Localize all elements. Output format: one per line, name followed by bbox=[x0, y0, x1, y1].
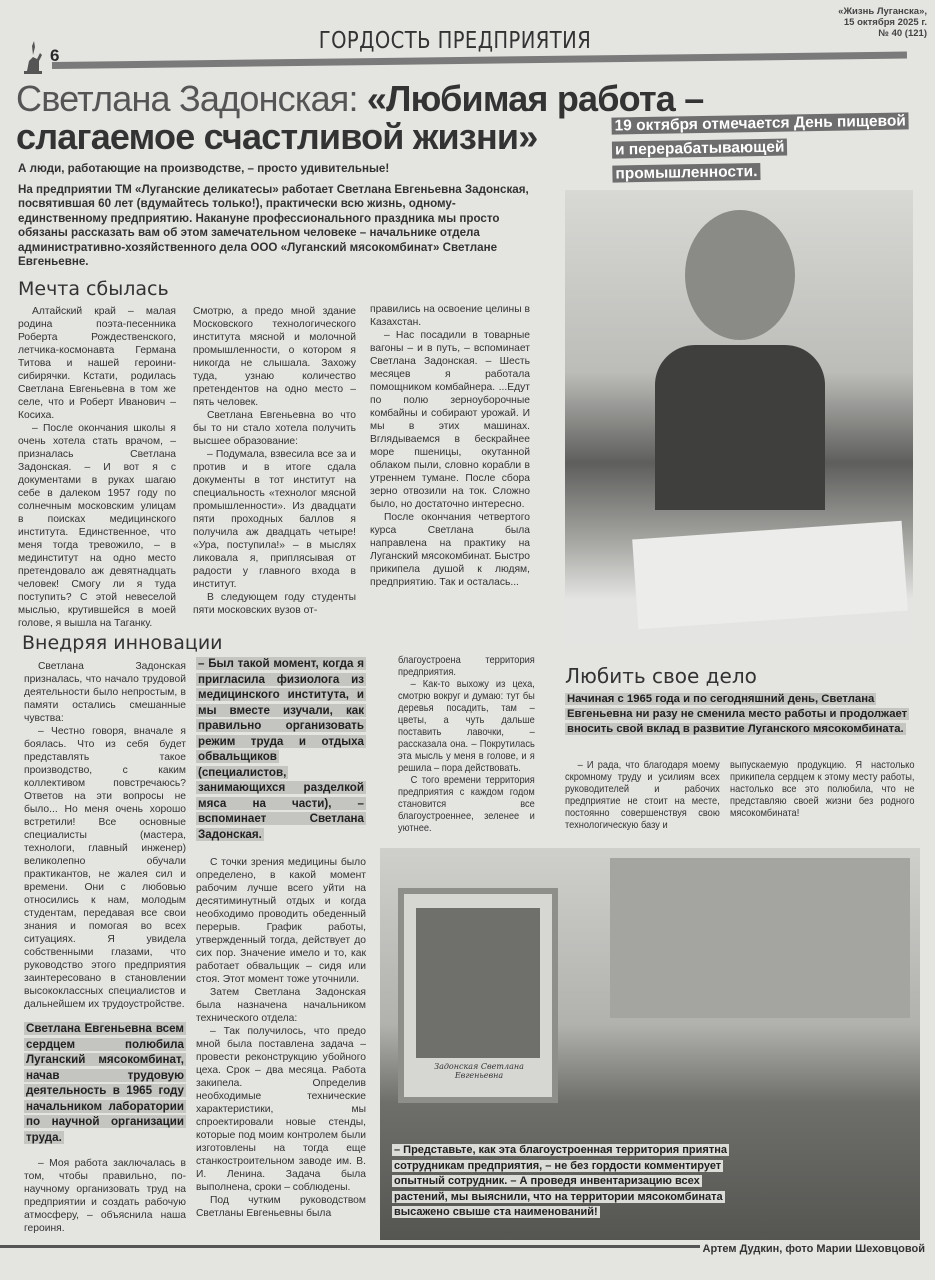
paragraph: В следующем году студенты пяти московских вузов от- bbox=[193, 592, 356, 616]
paragraph: – Так получилось, что предо мной была поставлена задача – провести реконструкцию убойного цеха. Срок – два месяца. Работа закипела. Определив необходимые технические характеристики, мы спроектировали новые стенды, которые под моим контролем были изготовлены на тогда еще станкостроительном заводе им. В. И. Ленина. Задача была выполнена, сроки – соблюдены. bbox=[196, 1026, 366, 1193]
dream-column-2 bbox=[193, 305, 356, 617]
page-number: 6 bbox=[50, 46, 60, 65]
intro-line: А люди, работающие на производстве, – просто удивительные! bbox=[18, 162, 390, 175]
paragraph: благоустроена территория предприятия. bbox=[398, 655, 535, 678]
photo-caption bbox=[392, 1143, 732, 1221]
paragraph: – Как-то выхожу из цеха, смотрю вокруг и думаю: тут бы деревья посадить, там – цветы, а чуть дальше поставить лавочки, – рассказала она. – Покрутилась эта мысль у меня в голове, и я решила – пора действовать. bbox=[398, 679, 535, 774]
paragraph: – Честно говоря, вначале я боялась. Что из себя будет представлять такое производство, с каким коллективом повстречаюсь? Ответов на эти вопросы не было... Но меня очень хорошо встретили! Все основные специалисты (мастера, технологи, главный инженер) великолепно обучали практикантов, не жалея сил и времени. Они с любовью относились к нам, молодым студентам, передавая все свои знания и помогая во всех ситуациях. Я увидела собственными глазами, что руководство этого предприятия заинтересовано в становлении высококлассных специалистов и дальнейшем их трудоустройстве. bbox=[24, 726, 186, 1010]
paragraph: – После окончания школы я очень хотела стать врачом, – призналась Светлана Задонская. – И вот я с документами в руках шагаю себе в далеком 1957 году по солнечным московским улицам в поисках медицинского института. Единственное, что меня тогда тревожило, – в мединститут на одно место претендовало аж девятнадцать человек! Смогу ли я туда поступить? С этой невеселой мыслью, крутившейся в моей голове, я вышла на Таганку. bbox=[18, 423, 176, 629]
section-heading-dream: Мечта сбылась bbox=[18, 278, 169, 300]
section-heading-innovations: Внедряя инновации bbox=[22, 632, 223, 654]
dream-column-1 bbox=[18, 305, 176, 630]
article-title bbox=[16, 80, 703, 156]
paragraph: После окончания четвертого курса Светлана была направлена на практику на Луганский мясокомбинат. Быстро прикипела душой к людям, предприятию. Так и осталась... bbox=[370, 512, 530, 588]
paragraph: выпускаемую продукцию. Я настолько прикипела сердцем к этому месту работы, настолько все это полюбила, что не представляю своей жизни без родного мясокомбината! bbox=[730, 760, 915, 819]
pull-quote-career bbox=[24, 1021, 186, 1145]
issue-number: № 40 (121) bbox=[878, 28, 927, 39]
paragraph: С того времени территория предприятия с каждом годом становится все благоустроеннее, зеленее и уютнее. bbox=[398, 775, 535, 834]
innovations-column-3 bbox=[398, 655, 535, 835]
paragraph: – Подумала, взвесила все за и против и в итоге сдала документы в тот институт на специальность «технолог мясной промышленности». Из двадцати пяти проходных баллов я получила аж двадцать четыре! «Ура, поступила!» – в мыслях ликовала я, приплясывая от радости у главного входа в институт. bbox=[193, 449, 356, 590]
paragraph: – Нас посадили в товарные вагоны – и в путь, – вспоминает Светлана Задонская. – Шесть месяцев я работала помощником комбайнера. ...Едут по полю зерноуборочные комбайны и собирают урожай. И мы в этих машинах. Вглядываемся в бескрайнее море пшеницы, окутанной облаком пыли, словно корабли в утреннем тумане. После сбора зерно отвозили на ток. Сложно было, но достаточно интересно. bbox=[370, 330, 530, 510]
paragraph: – Моя работа заключалась в том, чтобы правильно, по-научному организовать труд на предприятии и создать рабочую атмосферу, – объяснила наша героиня. bbox=[24, 1158, 186, 1234]
dream-column-3 bbox=[370, 303, 530, 589]
paragraph: Светлана Евгеньевна во что бы то ни стало хотела получить высшее образование: bbox=[193, 410, 356, 447]
love-work-lead bbox=[565, 692, 910, 737]
paragraph: – И рада, что благодаря моему скромному труду и усилиям всех руководителей и рабочих предприятие не стоит на месте, постоянно совершенствуя свою технологическую базу и bbox=[565, 760, 720, 831]
issue-paper: «Жизнь Луганска», bbox=[838, 6, 927, 17]
paragraph: Затем Светлана Задонская была назначена начальником технического отдела: bbox=[196, 987, 366, 1024]
paragraph: Под чутким руководством Светланы Евгеньевны была bbox=[196, 1195, 366, 1219]
newspaper-logo-icon bbox=[18, 40, 46, 76]
title-name: Светлана Задонская: bbox=[16, 78, 367, 119]
portrait-photo bbox=[565, 190, 913, 645]
holiday-callout-text: 19 октября отмечается День пищевой и перерабатывающей промышленности. bbox=[611, 112, 909, 182]
love-work-lead-text: Начиная с 1965 года и по сегодняшний день, Светлана Евгеньевна ни разу не сменила место работы и продолжает вносить свой вклад в развитие Луганского мясокомбината. bbox=[567, 693, 908, 735]
author-credit: Артем Дудкин, фото Марии Шеховцовой bbox=[702, 1243, 925, 1255]
innovations-column-2 bbox=[196, 656, 366, 1220]
paragraph: Алтайский край – малая родина поэта-песенника Роберта Рождественского, летчика-космонавта Германа Титова и нашей героини-сибирячки. Кстати, родилась Светлана Евгеньевна в том же селе, что и Роберт Иванович – Косиха. bbox=[18, 306, 176, 421]
pull-quote-text: – Был такой момент, когда я пригласила физиолога из медицинского института, и мы вместе изучали, как правильно организовать режим труда и отдыха обвальщиков (специалистов, занимающихся разделкой мяса на части), – вспоминает Светлана Задонская. bbox=[198, 657, 364, 841]
paragraph: Смотрю, а предо мной здание Московского технологического института мясной и молочной промышленности, о котором я никогда не слышала. Захожу туда, узнаю количество претендентов на одно место – пять человек. bbox=[193, 306, 356, 408]
section-title: ГОРДОСТЬ ПРЕДПРИЯТИЯ bbox=[318, 28, 592, 54]
photo-caption-text: – Представьте, как эта благоустроенная территория приятна сотрудникам предприятия, – не без гордости комментирует опытный сотрудник. – А проведя инвентаризацию всех растений, мы выяснили, что на территории мясокомбината высажено свыше ста наименований! bbox=[394, 1144, 727, 1218]
love-work-column-2 bbox=[730, 760, 915, 820]
article-intro bbox=[18, 162, 538, 276]
holiday-callout bbox=[611, 109, 908, 186]
portrait-signature: Задонская Светлана Евгеньевна bbox=[434, 1062, 524, 1080]
paragraph: Светлана Задонская призналась, что начало трудовой деятельности было непростым, в памяти остались смешанные чувства: bbox=[24, 661, 186, 724]
header-rule bbox=[52, 52, 907, 69]
intro-paragraph: На предприятии ТМ «Луганские деликатесы» работает Светлана Евгеньевна Задонская, посвятившая 60 лет (вдумайтесь только!), практически всю жизнь, одному-единственному предприятию. Накануне профессионального праздника мы просто обязаны рассказать вам об этом замечательном человеке – начальнике отдела административно-хозяйственного дела ООО «Луганский мясокомбинат» Светлане Евгеньевне. bbox=[18, 182, 529, 268]
pull-quote-text: Светлана Евгеньевна всем сердцем полюбила Луганский мясокомбинат, начав трудовую деятельность в 1965 году начальником лаборатории по научной организации труда. bbox=[26, 1022, 184, 1144]
pull-quote-physiologist bbox=[196, 656, 366, 842]
title-quote-1: «Любимая работа – bbox=[366, 78, 704, 119]
innovations-column-1 bbox=[24, 660, 186, 1235]
issue-info bbox=[838, 6, 927, 39]
paragraph: правились на освоение целины в Казахстан. bbox=[370, 304, 530, 328]
paragraph: С точки зрения медицины было определено, в какой момент рабочим лучше всего уйти на десятиминутный отдых и когда необходимо проводить обеденный перерыв. График работы, утвержденный тогда, действует до сих пор. Значение имело и то, как работает обвальщик – сидя или стоя. Этот момент тоже уточнили. bbox=[196, 857, 366, 985]
section-heading-love-work: Любить свое дело bbox=[565, 664, 757, 688]
title-quote-2: слагаемое счастливой жизни» bbox=[16, 116, 538, 157]
love-work-column-1 bbox=[565, 760, 720, 832]
footer-rule bbox=[0, 1245, 700, 1248]
issue-date: 15 октября 2025 г. bbox=[843, 17, 927, 28]
